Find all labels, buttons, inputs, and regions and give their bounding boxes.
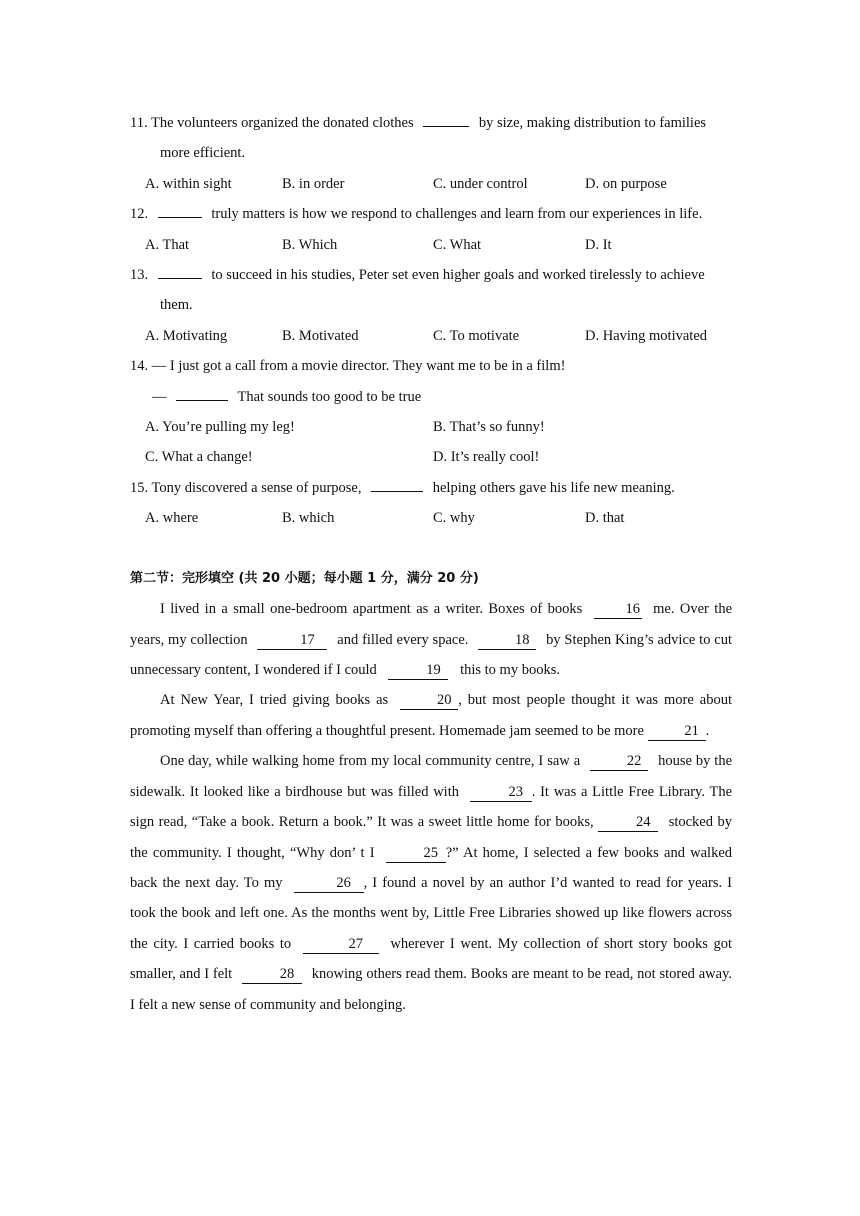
- question-stem: to succeed in his studies, Peter set even higher goals and worked tirelessly to achieve: [211, 266, 705, 283]
- passage-text: house by the sidewalk. It looked like a birdhouse but was filled with: [130, 753, 733, 800]
- cloze-blank[interactable]: 21: [648, 722, 706, 741]
- exam-page: [130, 108, 732, 1020]
- option-a[interactable]: A. within sight: [145, 175, 232, 192]
- cloze-blank[interactable]: 17: [257, 631, 327, 650]
- answer-blank[interactable]: [158, 200, 202, 218]
- passage-text: , but most people thought it was more about promoting myself than offering a thoughtful present. Homemade jam seemed to be more: [130, 692, 732, 739]
- paragraph-2: [130, 685, 732, 746]
- options-15: [130, 503, 732, 533]
- question-stem: them.: [160, 297, 193, 314]
- options-14-row1: [130, 412, 732, 442]
- passage-text: and filled every space.: [337, 631, 469, 648]
- options-13: [130, 321, 732, 351]
- passage-text: ?” At home, I selected a few books and walked back the next day. To my: [130, 844, 733, 891]
- answer-blank[interactable]: [158, 261, 202, 279]
- option-d[interactable]: D. It: [585, 236, 612, 253]
- question-stem: more efficient.: [160, 145, 246, 162]
- cloze-blank[interactable]: 18: [478, 631, 536, 650]
- option-b[interactable]: B. That’s so funny!: [433, 418, 545, 435]
- passage-text: by Stephen King’s advice to cut unnecessary content, I wondered if I could: [130, 631, 733, 679]
- cloze-blank[interactable]: 27: [303, 935, 379, 954]
- passage-text: wherever I went. My collection of short story books got smaller, and I felt: [130, 935, 732, 983]
- option-a[interactable]: A. Motivating: [145, 327, 228, 344]
- option-c[interactable]: C. under control: [433, 175, 528, 192]
- option-c[interactable]: C. why: [433, 510, 475, 527]
- question-12: [130, 199, 732, 229]
- question-stem: Tony discovered a sense of purpose,: [151, 479, 362, 496]
- cloze-blank[interactable]: 19: [388, 661, 448, 680]
- question-number: 13.: [130, 266, 149, 283]
- cloze-passage: [130, 594, 732, 1020]
- question-stem: helping others gave his life new meaning.: [432, 479, 675, 496]
- cloze-blank[interactable]: 28: [242, 965, 302, 984]
- option-a[interactable]: A. You’re pulling my leg!: [145, 418, 295, 435]
- option-b[interactable]: B. which: [282, 510, 335, 527]
- paragraph-1: [130, 594, 732, 685]
- option-a[interactable]: A. where: [145, 510, 199, 527]
- cloze-blank[interactable]: 16: [594, 600, 642, 619]
- options-12: [130, 230, 732, 260]
- passage-text: , I found a novel by an author I’d wanted to read for years. I took the book and left one. As the months went by, Little Free Libraries showed up like flowers across the city. I carried books to: [130, 874, 733, 952]
- passage-text: One day, while walking home from my local community centre, I saw a: [160, 753, 581, 770]
- answer-blank[interactable]: [371, 474, 423, 492]
- dialog-reply: [130, 382, 732, 412]
- answer-blank[interactable]: [423, 109, 469, 127]
- option-a[interactable]: A. That: [145, 236, 190, 253]
- section-heading: 第二节：完形填空 (共 20 小题；每小题 1 分，满分 20 分): [130, 570, 479, 586]
- passage-text: . It was a Little Free Library. The sign read, “Take a book. Return a book.” It was a sweet little home for books,: [130, 783, 733, 831]
- answer-blank[interactable]: [176, 383, 228, 401]
- passage-text: At New Year, I tried giving books as: [160, 692, 389, 709]
- question-stem: truly matters is how we respond to challenges and learn from our experiences in life.: [211, 206, 703, 223]
- option-b[interactable]: B. in order: [282, 175, 345, 192]
- question-number: 15.: [130, 479, 149, 496]
- dialog-dash: —: [152, 388, 167, 405]
- cloze-blank[interactable]: 23: [470, 783, 532, 802]
- cloze-blank[interactable]: 24: [598, 813, 658, 832]
- option-d[interactable]: D. Having motivated: [585, 327, 708, 344]
- option-d[interactable]: D. on purpose: [585, 175, 667, 192]
- question-number: 11.: [130, 115, 148, 131]
- cloze-blank[interactable]: 25: [386, 844, 446, 863]
- passage-text: me. Over the years, my collection: [130, 601, 733, 648]
- option-b[interactable]: B. Which: [282, 236, 338, 253]
- cloze-blank[interactable]: 26: [294, 874, 364, 893]
- passage-text: stocked by the community. I thought, “Why don’ t I: [130, 814, 733, 861]
- question-number: 12.: [130, 206, 149, 223]
- dialog-line: That sounds too good to be true: [237, 388, 422, 405]
- passage-text: this to my books.: [460, 662, 560, 679]
- paragraph-3: [130, 746, 732, 1020]
- dialog-line: — I just got a call from a movie director. They want me to be in a film!: [151, 358, 566, 375]
- passage-text: knowing others read them. Books are meant to be read, not stored away. I felt a new sense of community and belonging.: [130, 966, 733, 1013]
- option-c[interactable]: C. What a change!: [145, 449, 253, 466]
- cloze-blank[interactable]: 20: [400, 691, 458, 710]
- options-11: [130, 169, 732, 199]
- passage-text: I lived in a small one-bedroom apartment as a writer. Boxes of books: [160, 601, 583, 618]
- question-stem: by size, making distribution to families: [478, 115, 707, 131]
- question-11: [130, 108, 732, 138]
- passage-text: .: [705, 722, 710, 739]
- question-13: [130, 260, 732, 290]
- question-14: [130, 351, 732, 381]
- question-number: 14.: [130, 358, 149, 375]
- question-15: [130, 473, 732, 503]
- option-b[interactable]: B. Motivated: [282, 327, 359, 344]
- option-c[interactable]: C. To motivate: [433, 327, 520, 344]
- question-stem: The volunteers organized the donated clothes: [150, 115, 414, 131]
- option-c[interactable]: C. What: [433, 236, 482, 253]
- option-d[interactable]: D. that: [585, 510, 625, 527]
- options-14-row2: [130, 442, 732, 472]
- option-d[interactable]: D. It’s really cool!: [433, 449, 540, 466]
- cloze-blank[interactable]: 22: [590, 752, 648, 771]
